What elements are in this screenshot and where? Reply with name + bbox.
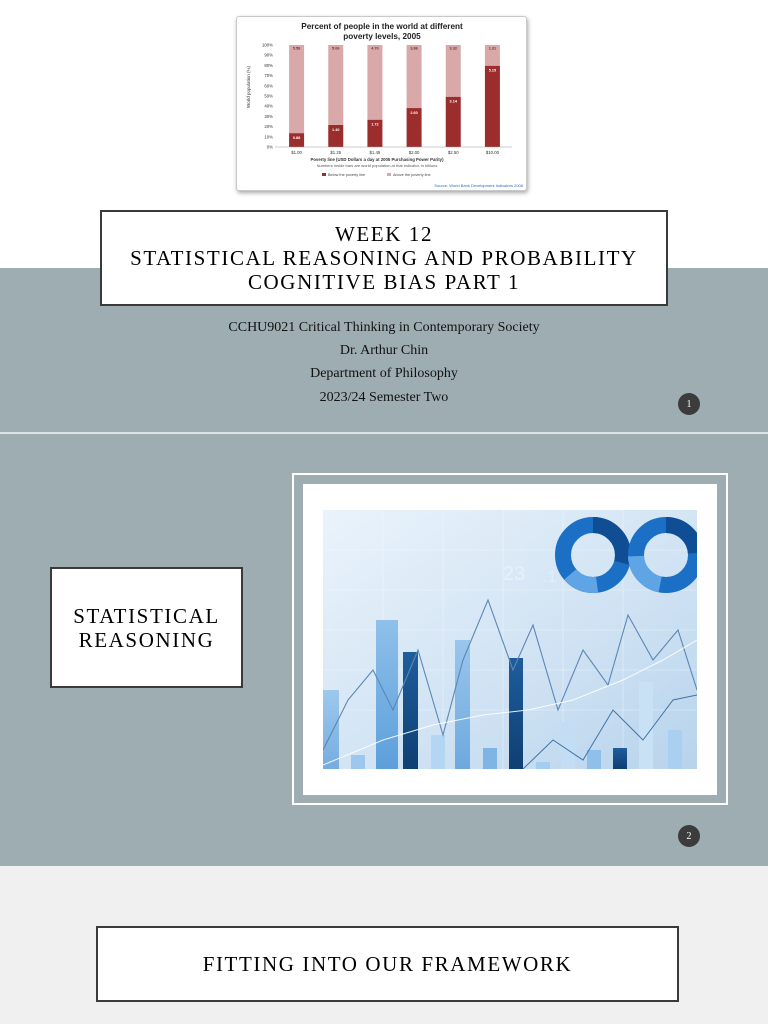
chart-legend — [322, 173, 431, 177]
svg-text:23: 23 — [503, 563, 526, 585]
framework-title-box — [96, 926, 679, 1002]
y-tick-label: 50% — [264, 93, 273, 99]
chart-title-line2: poverty levels, 2005 — [343, 32, 421, 41]
bar-value-label: 5.06 — [332, 46, 340, 51]
week-label: WEEK 12 — [334, 222, 434, 246]
bar-below-poverty — [446, 97, 461, 147]
course-info — [0, 316, 768, 409]
y-tick-label: 0% — [266, 144, 273, 150]
y-tick-label: 10% — [264, 134, 273, 140]
poverty-chart — [236, 16, 527, 191]
bar-value-label: 4.70 — [371, 46, 379, 51]
bar-value-label: 1.72 — [371, 122, 379, 127]
bar-value-label: 3.14 — [449, 99, 457, 104]
department-name: Department of Philosophy — [310, 366, 458, 382]
bar-value-label: 1.31 — [488, 46, 497, 51]
y-tick-label: 60% — [264, 83, 273, 89]
section-title-line2: REASONING — [78, 627, 215, 652]
chart-x-label: Poverty line (USD Dollars a day at 2005 Purchasing Power Parity) — [310, 157, 444, 162]
chart-note: Numbers inside bars are world population at that indicator, in billions — [316, 163, 438, 168]
bar-value-label: 1.40 — [332, 127, 340, 132]
bar-above-poverty — [289, 45, 304, 133]
y-tick-label: 100% — [262, 42, 273, 48]
bar-below-poverty — [485, 66, 500, 147]
x-tick-label: $2.00 — [408, 150, 420, 155]
legend-swatch-below — [322, 173, 326, 176]
bar-above-poverty — [367, 45, 382, 120]
statistics-stock-image — [323, 510, 697, 769]
x-tick-label: $2.50 — [447, 150, 459, 155]
section-title-box — [50, 567, 243, 688]
bar-above-poverty — [407, 45, 422, 108]
svg-text:.1: .1 — [543, 569, 557, 586]
x-tick-label: $10.00 — [485, 150, 499, 155]
course-name: CCHU9021 Critical Thinking in Contemporary Society — [228, 320, 540, 335]
bar-value-label: 3.32 — [449, 46, 457, 51]
legend-above: Above the poverty line — [393, 173, 431, 177]
page-number-badge: 2 — [678, 825, 700, 847]
y-tick-label: 80% — [264, 62, 273, 68]
section-title-line1: STATISTICAL — [73, 603, 220, 628]
lecture-title-line2: COGNITIVE BIAS PART 1 — [247, 270, 521, 294]
y-tick-label: 90% — [264, 52, 273, 58]
x-tick-label: $1.25 — [330, 150, 342, 155]
x-tick-label: $1.00 — [291, 150, 302, 155]
bar-above-poverty — [446, 45, 461, 97]
bar-value-label: 5.58 — [292, 46, 301, 51]
lecture-title-line1: STATISTICAL REASONING AND PROBABILITY — [130, 246, 638, 270]
legend-below: Below the poverty line — [328, 173, 366, 177]
lecturer-name: Dr. Arthur Chin — [339, 343, 429, 359]
y-tick-label: 20% — [264, 124, 273, 130]
week-title-box — [100, 210, 668, 306]
bar-value-label: 2.60 — [410, 111, 418, 116]
bar-value-label: 5.15 — [488, 68, 497, 73]
legend-swatch-above — [387, 173, 391, 176]
bar-above-poverty — [328, 45, 343, 125]
x-tick-label: $1.45 — [369, 150, 381, 155]
y-tick-label: 40% — [264, 103, 273, 109]
y-tick-label: 70% — [264, 73, 273, 79]
chart-source: Source: World Bank Development Indicators 2008 — [434, 183, 523, 188]
semester: 2023/24 Semester Two — [319, 389, 449, 405]
page-number-badge: 1 — [678, 393, 700, 415]
y-tick-label: 30% — [264, 113, 273, 119]
framework-heading: FITTING INTO OUR FRAMEWORK — [202, 951, 573, 976]
chart-title-line1: Percent of people in the world at different — [301, 22, 463, 31]
bar-value-label: 0.88 — [292, 136, 301, 141]
chart-y-label: World population (%) — [246, 66, 251, 108]
bar-value-label: 3.86 — [410, 46, 418, 51]
